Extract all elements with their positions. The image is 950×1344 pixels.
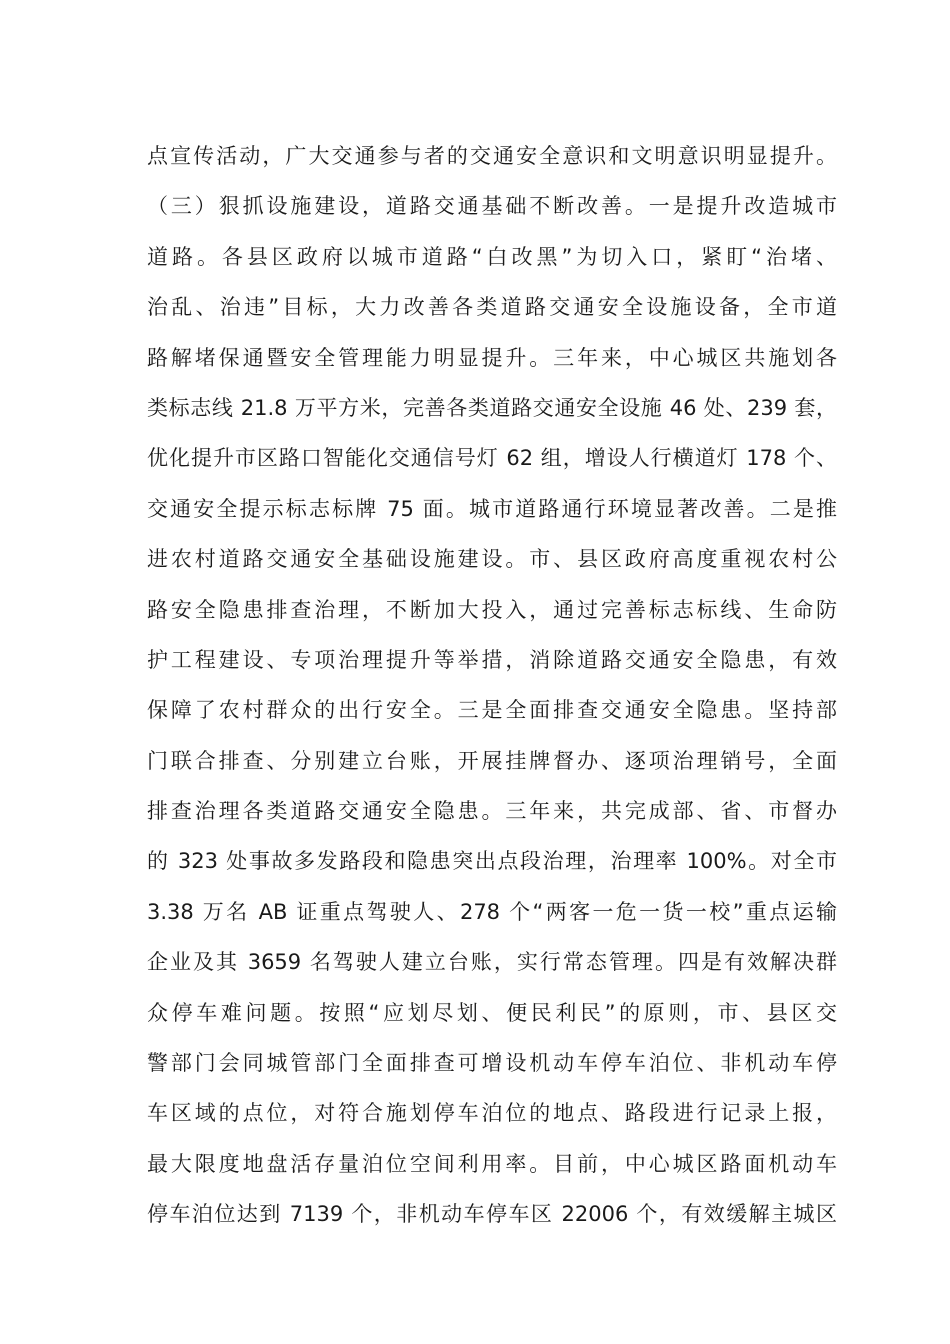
text-line: 路解堵保通暨安全管理能力明显提升。三年来，中心城区共施划各 (147, 345, 837, 370)
text-line: 警部门会同城管部门全面排查可增设机动车停车泊位、非机动车停 (147, 1051, 837, 1076)
text-line: 路安全隐患排查治理，不断加大投入，通过完善标志标线、生命防 (147, 597, 837, 622)
text-line: 点宣传活动，广大交通参与者的交通安全意识和文明意识明显提升。 (147, 144, 837, 168)
text-line: 门联合排查、分别建立台账，开展挂牌督办、逐项治理销号，全面 (147, 748, 837, 773)
text-line: 车区域的点位，对符合施划停车泊位的地点、路段进行记录上报， (147, 1101, 837, 1126)
text-line: 护工程建设、专项治理提升等举措，消除道路交通安全隐患，有效 (147, 647, 837, 672)
text-line: 企业及其 3659 名驾驶人建立台账，实行常态管理。四是有效解决群 (147, 950, 837, 975)
text-line: 优化提升市区路口智能化交通信号灯 62 组，增设人行横道灯 178 个、 (147, 446, 837, 471)
text-line: 众停车难问题。按照“应划尽划、便民利民”的原则，市、县区交 (147, 1000, 837, 1025)
text-line: 的 323 处事故多发路段和隐患突出点段治理，治理率 100%。对全市 (147, 849, 837, 874)
text-line: 类标志线 21.8 万平方米，完善各类道路交通安全设施 46 处、239 套， (147, 395, 837, 420)
text-line: 交通安全提示标志标牌 75 面。城市道路通行环境显著改善。二是推 (147, 496, 837, 521)
text-line: 停车泊位达到 7139 个，非机动车停车区 22006 个，有效缓解主城区 (147, 1202, 837, 1227)
text-line: 治乱、治违”目标，大力改善各类道路交通安全设施设备，全市道 (147, 295, 837, 320)
text-line: 道路。各县区政府以城市道路“白改黑”为切入口，紧盯“治堵、 (147, 244, 837, 269)
text-line: 3.38 万名 AB 证重点驾驶人、278 个“两客一危一货一校”重点运输 (147, 899, 837, 924)
text-line: 进农村道路交通安全基础设施建设。市、县区政府高度重视农村公 (147, 547, 837, 572)
text-line: 排查治理各类道路交通安全隐患。三年来，共完成部、省、市督办 (147, 799, 837, 824)
body-text (147, 131, 837, 1240)
text-line: 最大限度地盘活存量泊位空间利用率。目前，中心城区路面机动车 (147, 1151, 837, 1176)
text-line: 保障了农村群众的出行安全。三是全面排查交通安全隐患。坚持部 (147, 698, 837, 723)
text-line: （三）狠抓设施建设，道路交通基础不断改善。一是提升改造城市 (147, 194, 837, 219)
